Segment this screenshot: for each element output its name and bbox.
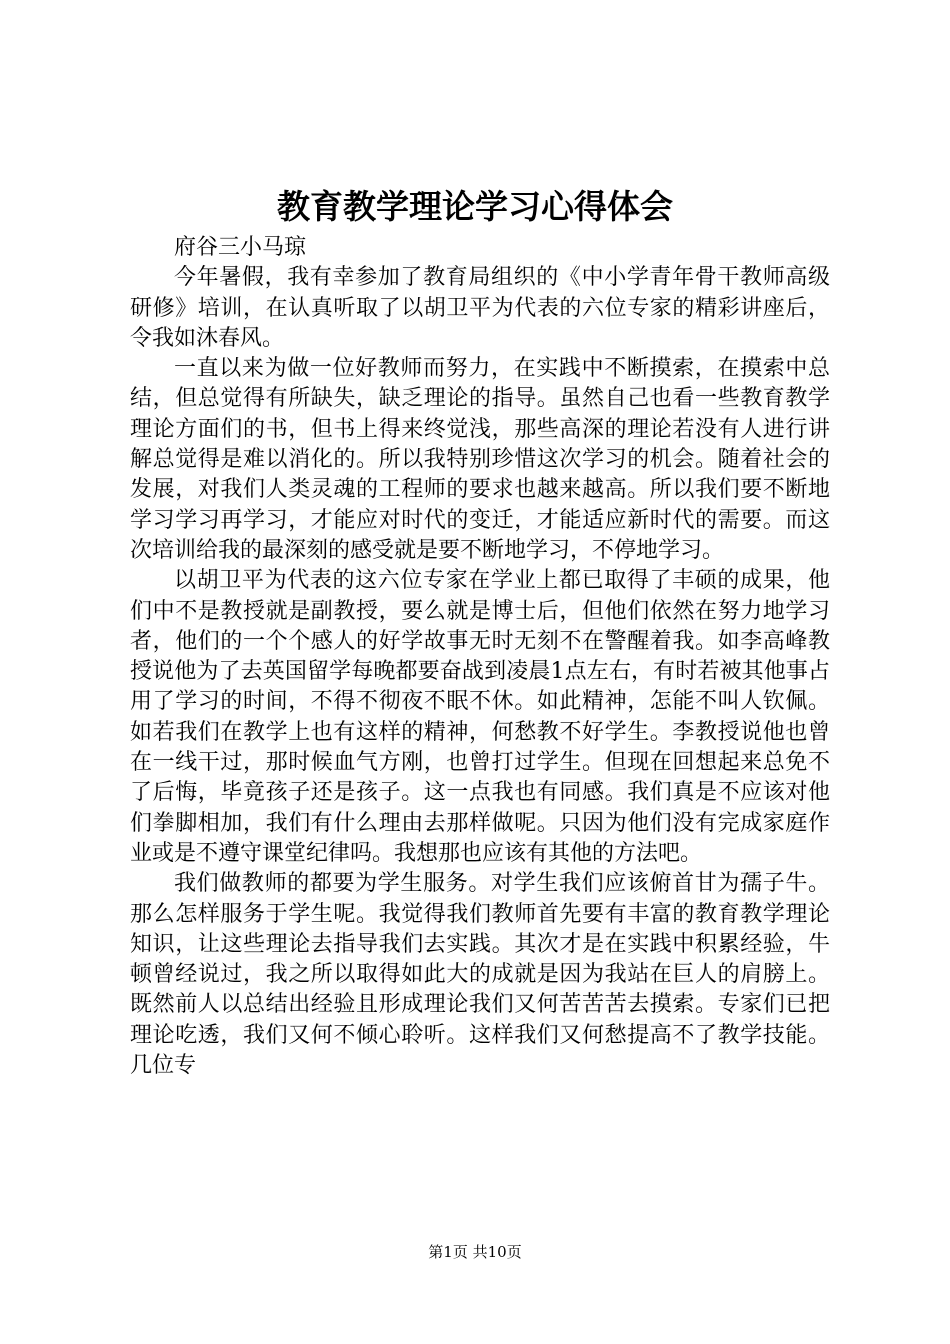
document-body bbox=[130, 233, 830, 1081]
paragraph: 一直以来为做一位好教师而努力，在实践中不断摸索，在摸索中总结，但总觉得有所缺失，缺乏理论的指导。虽然自己也看一些教育教学理论方面们的书，但书上得来终觉浅，那些高深的理论若没有人进行讲解总觉得是难以消化的。所以我特别珍惜这次学习的机会。随着社会的发展，对我们人类灵魂的工程师的要求也越来越高。所以我们要不断地学习学习再学习，才能应对时代的变迁，才能适应新时代的需要。而这次培训给我的最深刻的感受就是要不断地学习，不停地学习。 bbox=[130, 356, 830, 563]
page-number-footer: 第1页 共10页 bbox=[428, 1243, 522, 1261]
author-line: 府谷三小马琼 bbox=[174, 235, 307, 260]
document-title: 教育教学理论学习心得体会 bbox=[277, 187, 673, 226]
paragraph: 以胡卫平为代表的这六位专家在学业上都已取得了丰硕的成果，他们中不是教授就是副教授，要么就是博士后，但他们依然在努力地学习者，他们的一个个感人的好学故事无时无刻不在警醒着我。如李高峰教授说他为了去英国留学每晚都要奋战到凌晨1点左右，有时若被其他事占用了学习的时间，不得不彻夜不眠不休。如此精神，怎能不叫人钦佩。如若我们在教学上也有这样的精神，何愁教不好学生。李教授说他也曾在一线干过，那时候血气方刚，也曾打过学生。但现在回想起来总免不了后悔，毕竟孩子还是孩子。这一点我也有同感。我们真是不应该对他们拳脚相加，我们有什么理由去那样做呢。只因为他们没有完成家庭作业或是不遵守课堂纪律吗。我想那也应该有其他的方法吧。 bbox=[130, 568, 830, 866]
paragraph: 今年暑假，我有幸参加了教育局组织的《中小学青年骨干教师高级研修》培训，在认真听取了以胡卫平为代表的六位专家的精彩讲座后，令我如沐春风。 bbox=[130, 265, 830, 351]
paragraph: 我们做教师的都要为学生服务。对学生我们应该俯首甘为孺子牛。那么怎样服务于学生呢。我觉得我们教师首先要有丰富的教育教学理论知识，让这些理论去指导我们去实践。其次才是在实践中积累经验，牛顿曾经说过，我之所以取得如此大的成就是因为我站在巨人的肩膀上。既然前人以总结出经验且形成理论我们又何苦苦苦去摸索。专家们已把理论吃透，我们又何不倾心聆听。这样我们又何愁提高不了教学技能。几位专 bbox=[130, 871, 830, 1079]
